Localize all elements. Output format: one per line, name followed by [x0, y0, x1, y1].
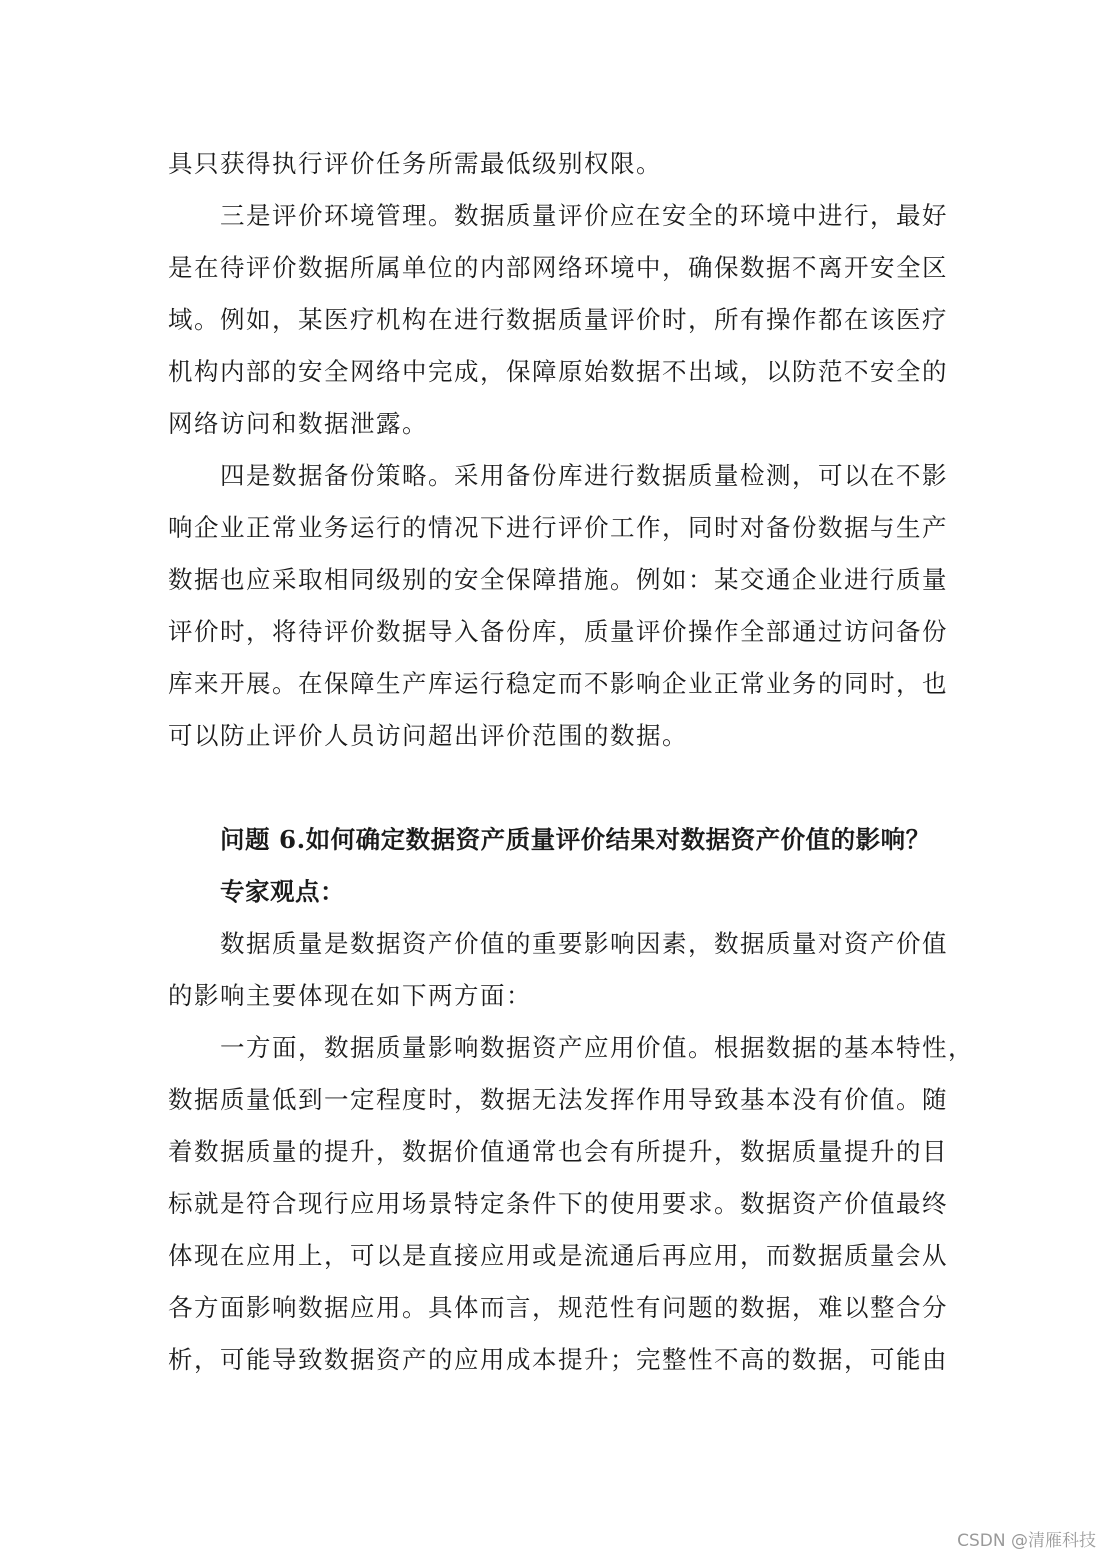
text-line: 数据质量低到一定程度时，数据无法发挥作用导致基本没有价值。随: [168, 1085, 948, 1114]
paragraph-application-value: [168, 1022, 974, 1386]
text-line: 可以防止评价人员访问超出评价范围的数据。: [168, 721, 688, 750]
paragraph-environment-management: [168, 190, 948, 450]
text-line: 具只获得执行评价任务所需最低级别权限。: [168, 149, 662, 178]
text-line: 响企业正常业务运行的情况下进行评价工作，同时对备份数据与生产: [168, 513, 948, 542]
text-line: 库来开展。在保障生产库运行稳定而不影响企业正常业务的同时，也: [168, 669, 948, 698]
watermark-text: CSDN @清雁科技: [957, 1531, 1096, 1551]
text-line: 是在待评价数据所属单位的内部网络环境中，确保数据不离开安全区: [168, 253, 948, 282]
text-line: 体现在应用上，可以是直接应用或是流通后再应用，而数据质量会从: [168, 1241, 948, 1270]
text-line: 各方面影响数据应用。具体而言，规范性有问题的数据，难以整合分: [168, 1293, 948, 1322]
text-line: 析，可能导致数据资产的应用成本提升；完整性不高的数据，可能由: [168, 1345, 948, 1374]
text-line: 数据质量是数据资产价值的重要影响因素，数据质量对资产价值: [220, 929, 948, 958]
section-spacer: [168, 762, 948, 814]
text-line: 的影响主要体现在如下两方面：: [168, 981, 532, 1010]
text-line: 域。例如，某医疗机构在进行数据质量评价时，所有操作都在该医疗: [168, 305, 948, 334]
text-line: 标就是符合现行应用场景特定条件下的使用要求。数据资产价值最终: [168, 1189, 948, 1218]
question-heading: 问题 6.如何确定数据资产质量评价结果对数据资产价值的影响？: [220, 825, 931, 854]
paragraph-continuation: [168, 138, 948, 190]
paragraph-quality-impact-intro: [168, 918, 948, 1022]
expert-opinion-label: 专家观点：: [220, 877, 345, 906]
text-line: 评价时，将待评价数据导入备份库，质量评价操作全部通过访问备份: [168, 617, 948, 646]
text-line: 四是数据备份策略。采用备份库进行数据质量检测，可以在不影: [220, 461, 948, 490]
document-body: [168, 138, 974, 1386]
text-line: 一方面，数据质量影响数据资产应用价值。根据数据的基本特性，: [220, 1033, 974, 1062]
text-line: 三是评价环境管理。数据质量评价应在安全的环境中进行，最好: [220, 201, 948, 230]
text-line: 机构内部的安全网络中完成，保障原始数据不出域，以防范不安全的: [168, 357, 948, 386]
text-line: 着数据质量的提升，数据价值通常也会有所提升，数据质量提升的目: [168, 1137, 948, 1166]
text-line: 网络访问和数据泄露。: [168, 409, 428, 438]
paragraph-backup-strategy: [168, 450, 948, 762]
text-line: 数据也应采取相同级别的安全保障措施。例如：某交通企业进行质量: [168, 565, 948, 594]
